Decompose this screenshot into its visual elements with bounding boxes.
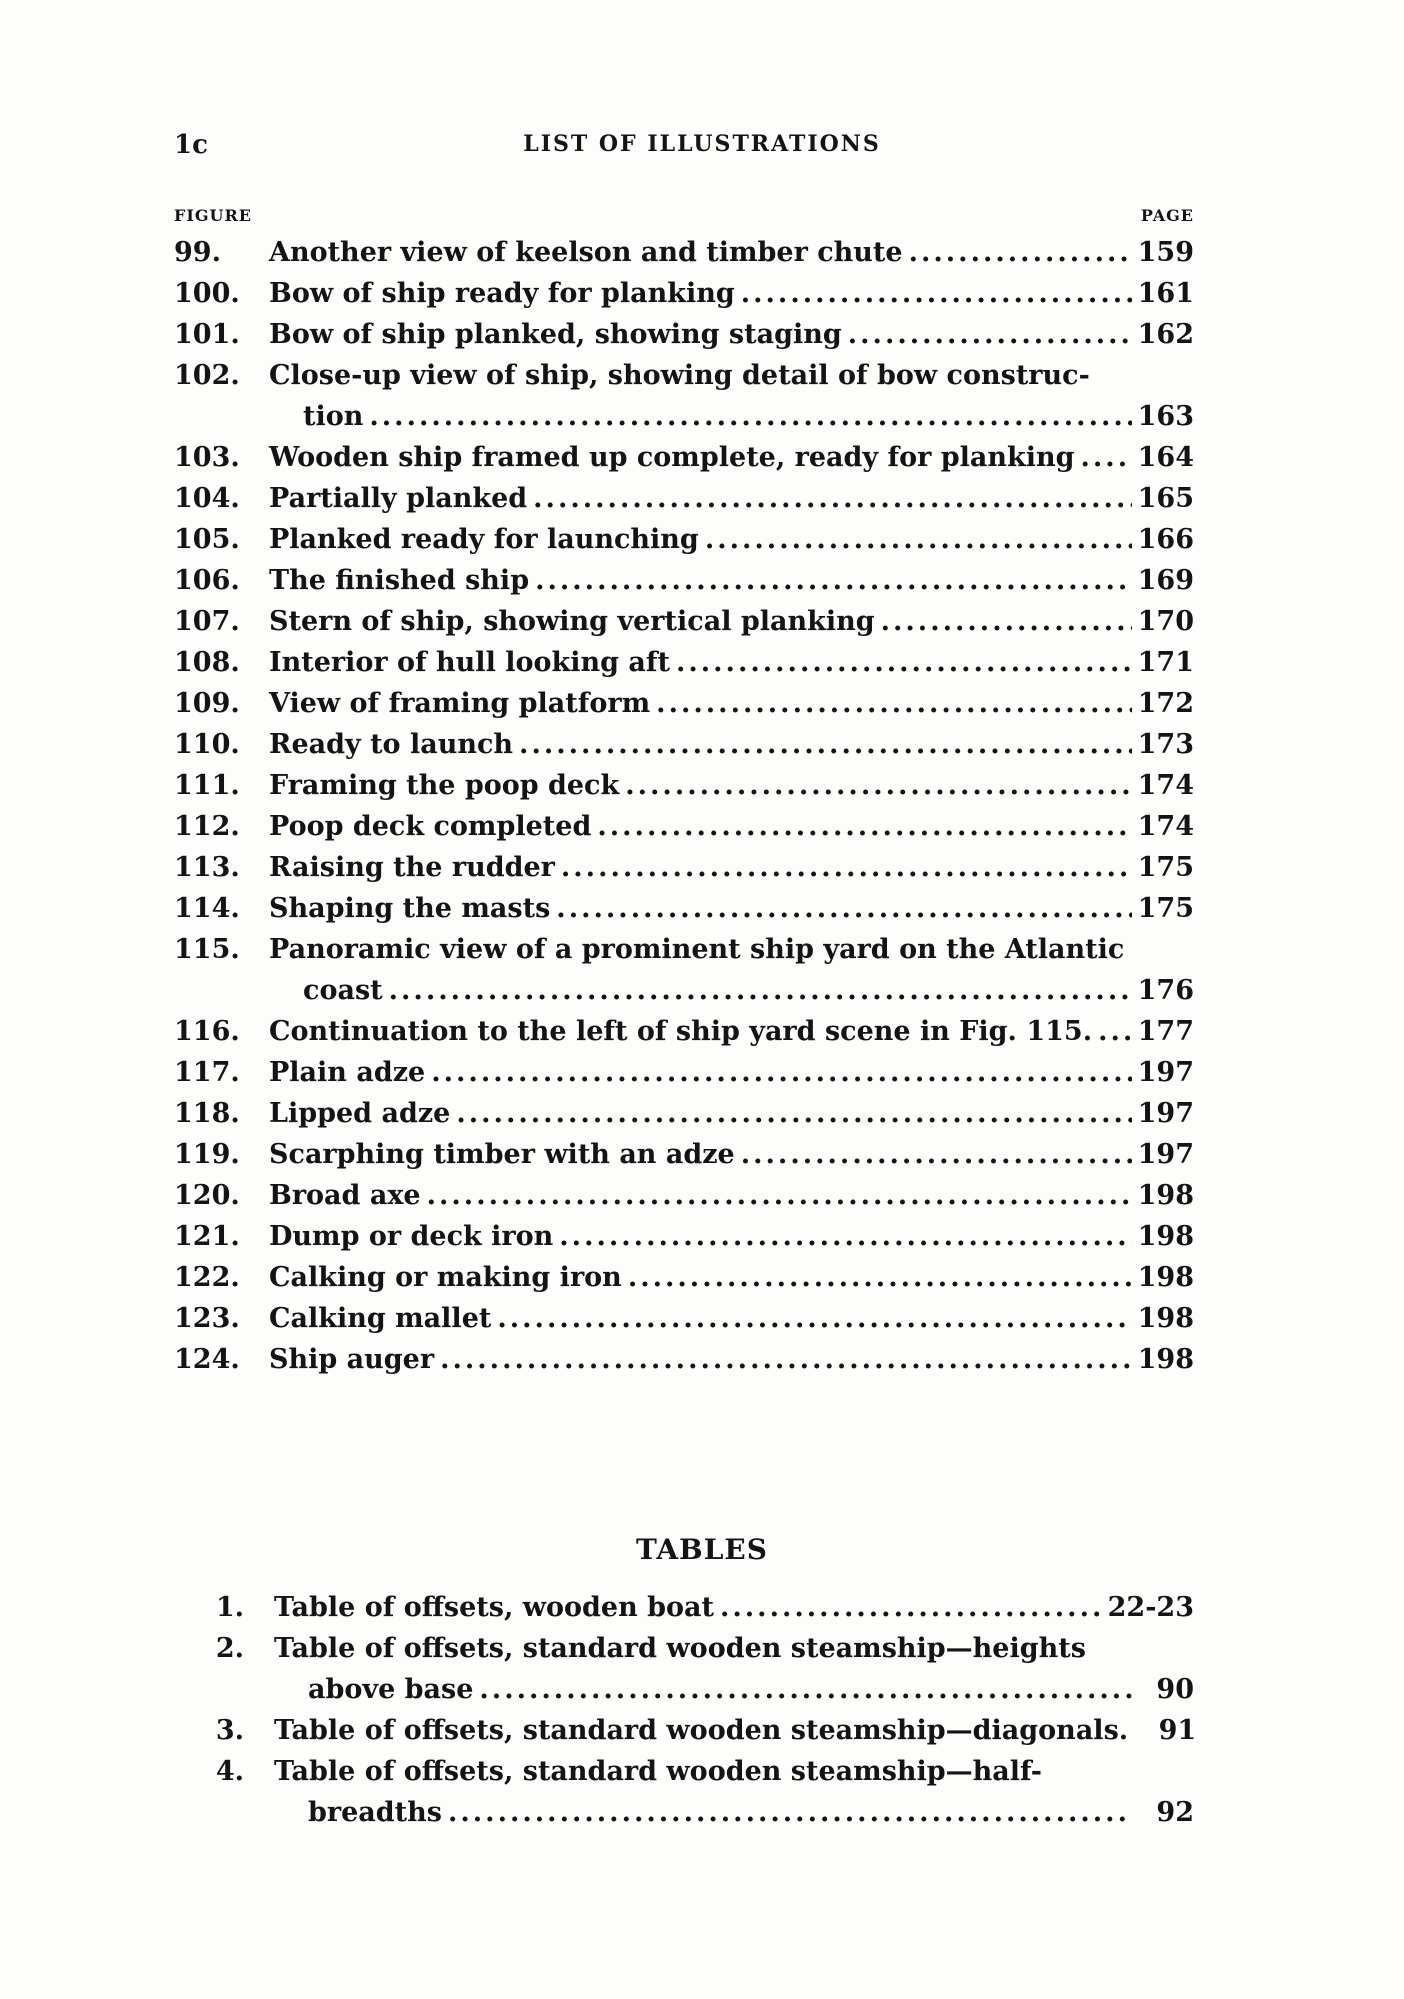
table-page: 90 [1156, 1674, 1194, 1705]
figure-caption: Another view of keelson and timber chute [269, 237, 903, 268]
figure-number: 116. [174, 1016, 240, 1047]
figure-number: 123. [174, 1303, 240, 1334]
dot-leader [533, 478, 1131, 519]
figure-page: 172 [1137, 688, 1194, 719]
figure-caption: Calking or making iron [269, 1262, 622, 1293]
figure-entry [174, 478, 1194, 519]
figure-page: 198 [1137, 1221, 1194, 1252]
figure-caption: Plain adze [269, 1057, 426, 1088]
figure-number: 101. [174, 319, 240, 350]
figure-page: 162 [1137, 319, 1194, 350]
figure-caption: Close-up view of ship, showing detail of bow construc- [269, 360, 1090, 391]
dot-leader [440, 1339, 1132, 1380]
figure-page: 198 [1137, 1180, 1194, 1211]
figure-entry [174, 1052, 1194, 1093]
figure-page: 176 [1137, 975, 1194, 1006]
table-number: 3. [215, 1715, 244, 1746]
dot-leader [1098, 1011, 1132, 1052]
figure-entry [174, 847, 1194, 888]
figure-page: 175 [1137, 893, 1194, 924]
figure-number: 118. [174, 1098, 240, 1129]
dot-leader [559, 1216, 1131, 1257]
figure-number: 104. [174, 483, 240, 514]
figure-page: 161 [1137, 278, 1194, 309]
figure-number: 120. [174, 1180, 240, 1211]
dot-leader [427, 1175, 1132, 1216]
figure-caption: Shaping the masts [269, 893, 551, 924]
figure-number: 114. [174, 893, 240, 924]
figure-entry [174, 888, 1194, 929]
figure-page: 175 [1137, 852, 1194, 883]
dot-leader [720, 1587, 1102, 1628]
figure-entry [174, 314, 1194, 355]
figure-caption: Bow of ship ready for planking [269, 278, 735, 309]
figure-caption: Bow of ship planked, showing staging [269, 319, 842, 350]
dot-leader [535, 560, 1132, 601]
figure-list [174, 232, 1194, 1380]
figure-entry [174, 1011, 1194, 1052]
figure-number: 112. [174, 811, 240, 842]
figure-number: 111. [174, 770, 240, 801]
table-entry [174, 1587, 1194, 1628]
figure-number: 113. [174, 852, 240, 883]
table-caption: above base [308, 1674, 474, 1705]
table-page: 92 [1156, 1797, 1194, 1828]
dot-leader [628, 1257, 1132, 1298]
figure-page: 177 [1137, 1016, 1194, 1047]
figure-number: 124. [174, 1344, 240, 1375]
tables-heading: TABLES [636, 1533, 768, 1566]
figure-page: 198 [1137, 1303, 1194, 1334]
figure-entry [174, 273, 1194, 314]
dot-leader [1081, 437, 1132, 478]
figure-entry [174, 1257, 1194, 1298]
figure-caption: Raising the rudder [269, 852, 555, 883]
figure-caption: tion [303, 401, 364, 432]
figure-caption: Scarphing timber with an adze [269, 1139, 735, 1170]
figure-page: 197 [1137, 1098, 1194, 1129]
table-list [174, 1587, 1197, 1833]
dot-leader [389, 970, 1132, 1011]
figure-page: 169 [1137, 565, 1194, 596]
table-entry [174, 1628, 1194, 1710]
figure-entry [174, 765, 1194, 806]
table-caption: Table of offsets, standard wooden steamship—half- [274, 1756, 1042, 1787]
figure-caption: Framing the poop deck [269, 770, 620, 801]
figure-entry [174, 1134, 1194, 1175]
figure-page: 174 [1137, 770, 1194, 801]
figure-page: 197 [1137, 1057, 1194, 1088]
figure-caption: Stern of ship, showing vertical planking [269, 606, 875, 637]
table-number: 1. [215, 1592, 244, 1623]
figure-number: 119. [174, 1139, 240, 1170]
figure-entry [174, 519, 1194, 560]
figure-entry [174, 1175, 1194, 1216]
dot-leader [448, 1792, 1132, 1833]
dot-leader [597, 806, 1131, 847]
figure-caption: Panoramic view of a prominent ship yard on the Atlantic [269, 934, 1125, 965]
figure-caption: Broad axe [269, 1180, 421, 1211]
figure-number: 115. [174, 934, 240, 965]
figure-number: 117. [174, 1057, 240, 1088]
table-page: 91 [1158, 1715, 1197, 1746]
dot-leader [676, 642, 1132, 683]
figure-entry [174, 601, 1194, 642]
dot-leader [881, 601, 1132, 642]
figure-entry [174, 724, 1194, 765]
dot-leader [369, 396, 1131, 437]
dot-leader [705, 519, 1132, 560]
column-headings [174, 206, 1194, 228]
figure-caption: Ready to launch [269, 729, 514, 760]
figure-number: 100. [174, 278, 240, 309]
figure-number: 106. [174, 565, 240, 596]
figure-page: 163 [1137, 401, 1194, 432]
dot-leader [741, 273, 1132, 314]
figure-entry [174, 683, 1194, 724]
figure-number: 122. [174, 1262, 240, 1293]
dot-leader [625, 765, 1131, 806]
figure-page: 165 [1137, 483, 1194, 514]
dot-leader [556, 888, 1131, 929]
table-caption: Table of offsets, standard wooden steamship—heights [274, 1633, 1086, 1664]
figure-entry [174, 560, 1194, 601]
figure-caption: Lipped adze [269, 1098, 451, 1129]
figure-page: 166 [1137, 524, 1194, 555]
figure-caption: Partially planked [269, 483, 528, 514]
table-entry [174, 1751, 1194, 1833]
figure-entry [174, 1298, 1194, 1339]
figure-page: 173 [1137, 729, 1194, 760]
figure-number: 99. [174, 237, 221, 268]
dot-leader [519, 724, 1132, 765]
table-number: 4. [215, 1756, 244, 1787]
figure-page: 171 [1137, 647, 1194, 678]
figure-entry [174, 355, 1194, 437]
figure-entry [174, 437, 1194, 478]
figure-caption: Interior of hull looking aft [269, 647, 670, 678]
figure-page: 170 [1137, 606, 1194, 637]
figure-caption: Continuation to the left of ship yard scene in Fig. 115. [269, 1016, 1093, 1047]
figure-page: 174 [1137, 811, 1194, 842]
dot-leader [456, 1093, 1131, 1134]
dot-leader [479, 1669, 1132, 1710]
table-number: 2. [215, 1633, 244, 1664]
table-entry [174, 1710, 1197, 1751]
table-caption: Table of offsets, standard wooden steamship—diagonals. [274, 1715, 1129, 1746]
dot-leader [848, 314, 1132, 355]
figure-caption: Ship auger [269, 1344, 435, 1375]
table-page: 22-23 [1107, 1592, 1194, 1623]
figure-caption: Wooden ship framed up complete, ready for planking [269, 442, 1075, 473]
figure-number: 109. [174, 688, 240, 719]
dot-leader [497, 1298, 1131, 1339]
figure-caption: View of framing platform [269, 688, 651, 719]
figure-page: 197 [1137, 1139, 1194, 1170]
figure-page: 198 [1137, 1344, 1194, 1375]
dot-leader [431, 1052, 1131, 1093]
figure-entry [174, 232, 1194, 273]
page-number: 1c [174, 130, 208, 160]
figure-caption: Dump or deck iron [269, 1221, 554, 1252]
figure-caption: Planked ready for launching [269, 524, 699, 555]
figure-caption: Calking mallet [269, 1303, 492, 1334]
figure-caption: The finished ship [269, 565, 530, 596]
figure-entry [174, 929, 1194, 1011]
figure-number: 105. [174, 524, 240, 555]
figure-page: 159 [1137, 237, 1194, 268]
figure-entry [174, 1093, 1194, 1134]
dot-leader [561, 847, 1132, 888]
page-column-heading: PAGE [1140, 206, 1194, 225]
figure-number: 107. [174, 606, 240, 637]
figure-caption: Poop deck completed [269, 811, 592, 842]
figure-page: 198 [1137, 1262, 1194, 1293]
dot-leader [741, 1134, 1132, 1175]
figure-number: 108. [174, 647, 240, 678]
figure-column-heading: FIGURE [174, 206, 252, 225]
figure-number: 103. [174, 442, 240, 473]
figure-caption: coast [303, 975, 383, 1006]
figure-number: 121. [174, 1221, 240, 1252]
dot-leader [656, 683, 1131, 724]
figure-entry [174, 642, 1194, 683]
table-caption: Table of offsets, wooden boat [274, 1592, 714, 1623]
figure-entry [174, 806, 1194, 847]
figure-number: 102. [174, 360, 240, 391]
figure-number: 110. [174, 729, 240, 760]
figure-entry [174, 1216, 1194, 1257]
figure-entry [174, 1339, 1194, 1380]
dot-leader [909, 232, 1132, 273]
running-head: LIST OF ILLUSTRATIONS [523, 131, 881, 157]
figure-page: 164 [1137, 442, 1194, 473]
table-caption: breadths [308, 1797, 442, 1828]
